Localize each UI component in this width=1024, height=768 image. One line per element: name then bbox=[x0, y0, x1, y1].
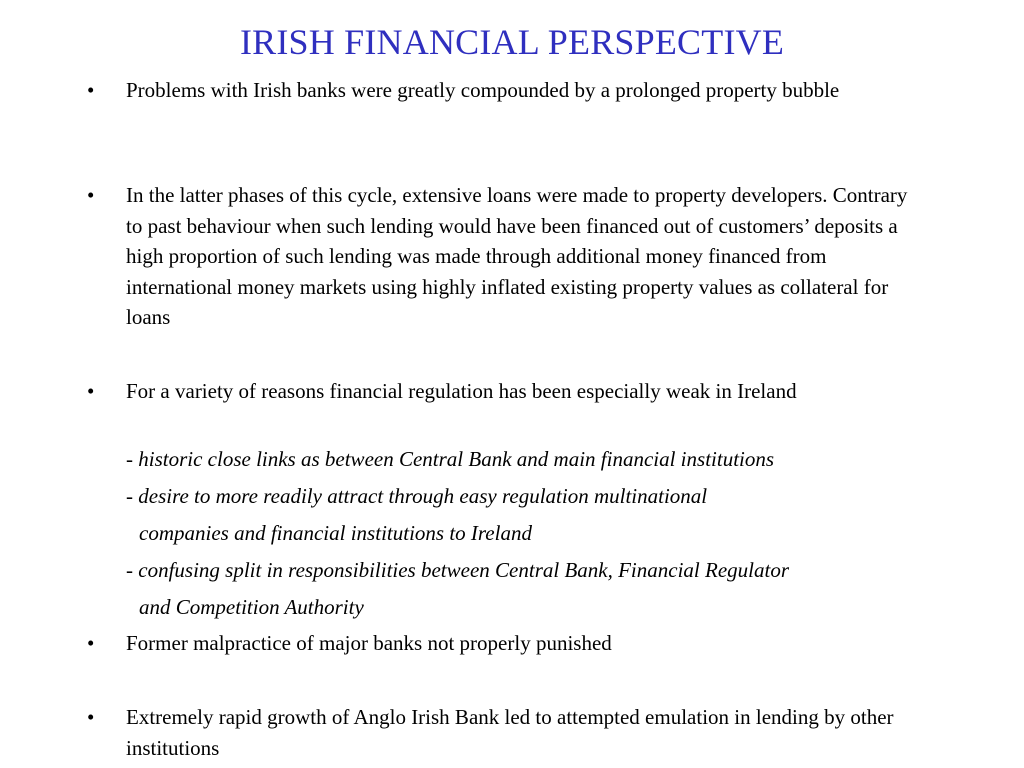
sub-point-dash: - bbox=[126, 447, 139, 471]
sub-point-text: desire to more readily attract through easy regulation multinational bbox=[138, 484, 708, 508]
bullet-item bbox=[87, 376, 926, 407]
bullet-dot-icon: • bbox=[87, 78, 95, 102]
bullet-text: Extremely rapid growth of Anglo Irish Bank led to attempted emulation in lending by other institutions bbox=[126, 705, 894, 760]
sub-point-text: historic close links as between Central Bank and main financial institutions bbox=[138, 447, 775, 471]
bullet-dot-icon: • bbox=[87, 705, 95, 729]
sub-point bbox=[126, 444, 774, 474]
bullet-item bbox=[87, 75, 926, 106]
bullet-dot-icon: • bbox=[87, 631, 95, 655]
sub-point-continuation: and Competition Authority bbox=[139, 595, 364, 619]
bullet-text: In the latter phases of this cycle, extensive loans were made to property developers. Contrary to past behaviour when such lending would have been financed out of customers’ deposits a high proportion of such lending was made through additional money financed from international money markets using highly inflated existing property values as collateral for loans bbox=[126, 183, 908, 329]
bullet-item bbox=[87, 628, 926, 659]
bullet-dot-icon: • bbox=[87, 183, 95, 207]
sub-point bbox=[126, 481, 707, 511]
bullet-text: For a variety of reasons financial regulation has been especially weak in Ireland bbox=[126, 379, 797, 403]
bullet-item bbox=[87, 180, 926, 333]
bullet-text: Former malpractice of major banks not properly punished bbox=[126, 631, 612, 655]
sub-point-dash: - bbox=[126, 558, 139, 582]
bullet-item bbox=[87, 702, 926, 763]
bullet-text: Problems with Irish banks were greatly compounded by a prolonged property bubble bbox=[126, 78, 840, 102]
slide-title: IRISH FINANCIAL PERSPECTIVE bbox=[239, 22, 785, 62]
bullet-dot-icon: • bbox=[87, 379, 95, 403]
sub-point-text: confusing split in responsibilities between Central Bank, Financial Regulator bbox=[138, 558, 789, 582]
sub-point-dash: - bbox=[126, 484, 139, 508]
sub-point-continuation: companies and financial institutions to Ireland bbox=[139, 521, 532, 545]
sub-point bbox=[126, 555, 789, 585]
